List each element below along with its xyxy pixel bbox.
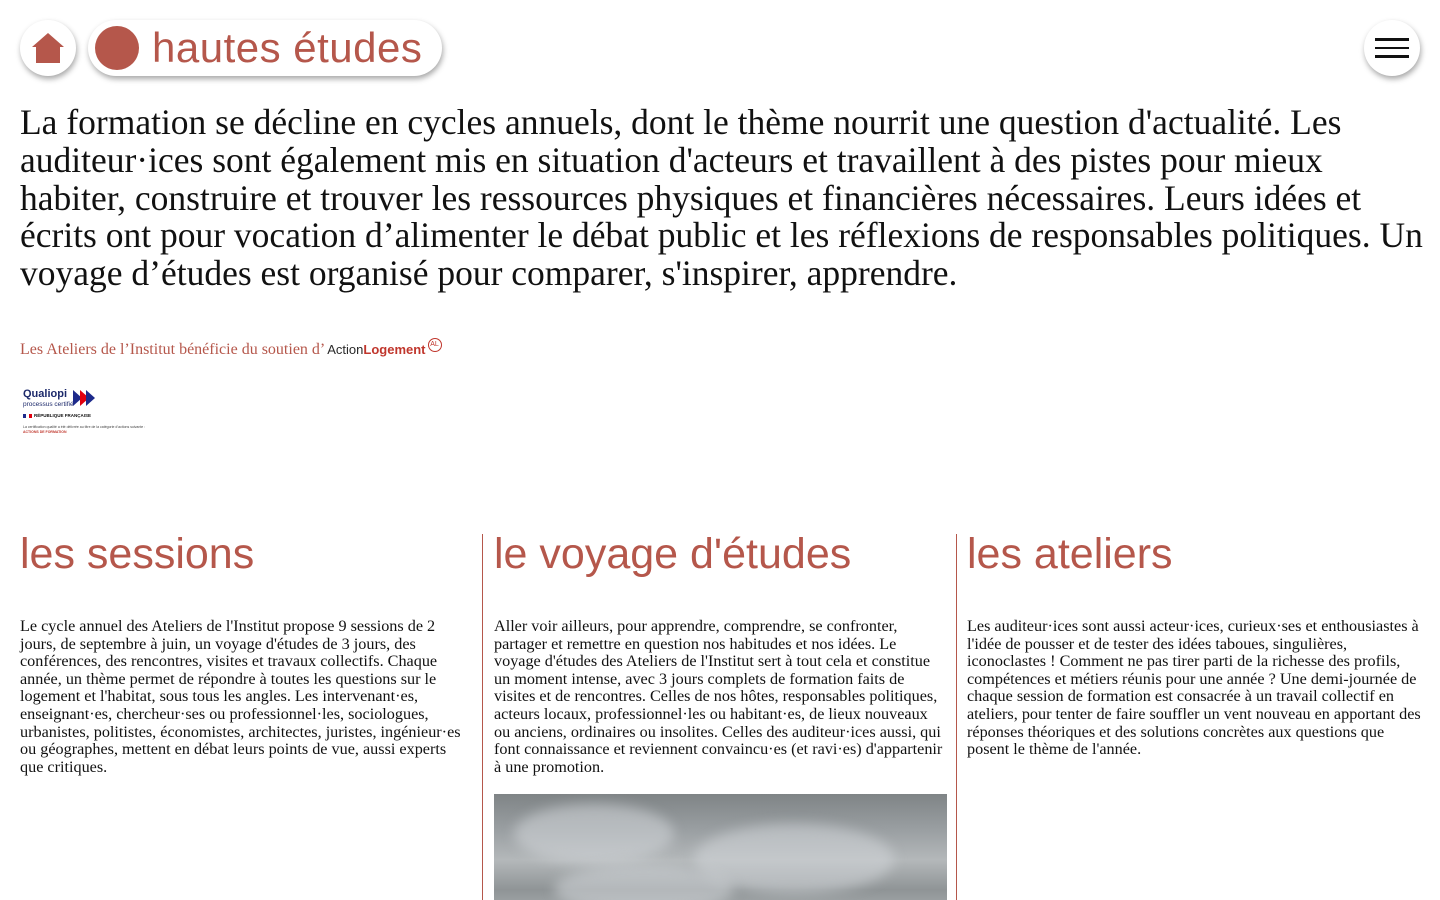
home-button[interactable]	[20, 20, 76, 76]
qualiopi-note: La certification qualité a été délivrée au titre de la catégorie d’actions suivante :	[23, 425, 146, 429]
circle-icon	[95, 26, 139, 70]
qualiopi-subtitle: processus certifié	[23, 401, 74, 408]
menu-button[interactable]	[1364, 20, 1420, 76]
workshops-column	[956, 530, 1430, 900]
brand-title: hautes études	[152, 24, 423, 71]
qualiopi-logo	[22, 388, 154, 438]
qualiopi-category: ACTIONS DE FORMATION	[23, 430, 67, 434]
qualiopi-name: Qualiopi	[23, 388, 67, 400]
study-trip-title[interactable]: le voyage d'études	[494, 530, 852, 578]
study-trip-text: Aller voir ailleurs, pour apprendre, comprendre, se confronter, partager et remettre en question nos habitudes et nos idées. Le voyage d'études des Ateliers de l'Institut sert à tout cela et constitue un moment intense, avec 3 jours complets de formation faits de visites et de rencontres. Celles de nos hôtes, responsables politiques, acteurs locaux, professionnel·les ou habitant·es, de lieux nouveaux ou anciens, ordinaires ou insolites. Celles des auditeur·ices aussi, qui font connaissance et reviennent convaincu·es (et ravi·es) d'appartenir à une promotion.	[494, 617, 943, 776]
study-trip-column	[482, 530, 947, 900]
workshops-title[interactable]: les ateliers	[967, 530, 1173, 578]
sessions-column	[20, 530, 473, 900]
sessions-text: Le cycle annuel des Ateliers de l'Institut propose 9 sessions de 2 jours, de septembre à juin, un voyage d'études de 3 jours, des conférences, des rencontres, visites et travaux collectifs. Chaque année, un thème permet de répondre à toutes les questions sur le logement et l'habitat, sous tous les angles. Les intervenant·es, enseignant·es, chercheur·ses ou professionnel·les, sociologues, urbanistes, politistes, économistes, architectes, juristes, ingénieur·es ou géographes, mettent en débat leurs points de vue, aussi experts que critiques.	[20, 617, 461, 776]
study-trip-photo	[494, 794, 947, 900]
support-text: Les Ateliers de l’Institut bénéficie du soutien d’	[20, 341, 326, 358]
action-logement-logo[interactable]: ActionLogement AL	[327, 342, 441, 357]
site-header	[20, 20, 1420, 76]
intro-paragraph: La formation se décline en cycles annuels, dont le thème nourrit une question d'actualité. Les auditeur·ices sont également mis en situation d'acteurs et travaillent à des pistes pour mieux habiter, construire et trouver les ressources physiques et financières nécessaires. Leurs idées et écrits ont pour vocation d’alimenter le débat public et les réflexions de responsables politiques. Un voyage d’études est organisé pour comparer, s'inspirer, apprendre.	[20, 102, 1423, 294]
home-icon	[31, 32, 65, 64]
hamburger-menu-icon	[1375, 38, 1409, 58]
qualiopi-arrows-icon	[73, 390, 95, 406]
brand-home-link[interactable]	[88, 20, 442, 76]
support-line	[20, 338, 442, 360]
republique-francaise-mark: RÉPUBLIQUE FRANÇAISE	[23, 413, 91, 418]
workshops-text: Les auditeur·ices sont aussi acteur·ices, curieux·ses et enthousiastes à l'idée de pousser et de tester des idées taboues, singulières, iconoclastes ! Comment ne pas tirer parti de la richesse des profils, compétences et métiers réunis pour une année ? Une demi-journée de chaque session de formation est consacrée à un travail collectif en ateliers, pour tenter de faire souffler un vent nouveau en apportant des réponses théoriques et des solutions concrètes aux questions que posent le thème de l'année.	[967, 617, 1421, 759]
sessions-title[interactable]: les sessions	[20, 530, 255, 578]
